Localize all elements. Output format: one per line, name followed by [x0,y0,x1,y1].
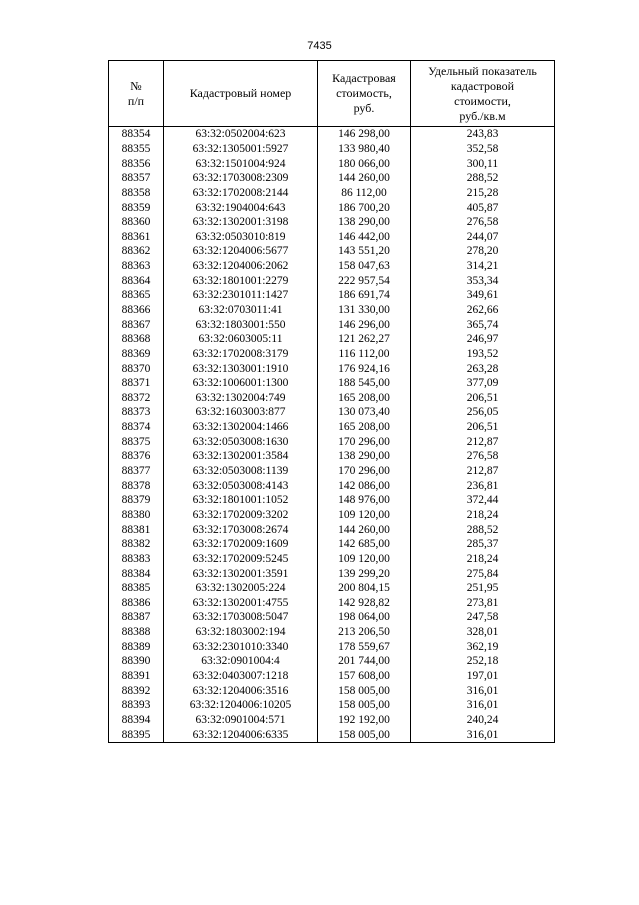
cell-specific-value: 273,81 [411,596,555,611]
cell-row-number: 88385 [109,581,164,596]
cell-row-number: 88391 [109,669,164,684]
cell-cadastral-number: 63:32:1302004:1466 [164,420,318,435]
header-cadastral-value: Кадастровая стоимость, руб. [318,61,411,127]
cell-cadastral-value: 170 296,00 [318,464,411,479]
cell-specific-value: 244,07 [411,229,555,244]
cell-specific-value: 263,28 [411,361,555,376]
cell-row-number: 88381 [109,522,164,537]
cell-cadastral-value: 165 208,00 [318,391,411,406]
table-header-row [109,61,555,127]
cell-cadastral-value: 158 005,00 [318,683,411,698]
cell-row-number: 88373 [109,405,164,420]
cell-cadastral-number: 63:32:1302001:4755 [164,596,318,611]
cell-row-number: 88367 [109,317,164,332]
cell-cadastral-value: 222 957,54 [318,273,411,288]
cell-cadastral-number: 63:32:1703008:5047 [164,610,318,625]
cell-row-number: 88366 [109,303,164,318]
cell-specific-value: 349,61 [411,288,555,303]
cell-row-number: 88394 [109,713,164,728]
cell-cadastral-number: 63:32:1703008:2309 [164,171,318,186]
table-row [109,171,555,186]
cell-cadastral-number: 63:32:1603003:877 [164,405,318,420]
cell-cadastral-value: 213 206,50 [318,625,411,640]
table-row [109,288,555,303]
table-row [109,244,555,259]
cell-cadastral-value: 109 120,00 [318,552,411,567]
cell-cadastral-value: 138 290,00 [318,215,411,230]
table-row [109,200,555,215]
table-row [109,683,555,698]
table-row [109,317,555,332]
cell-specific-value: 365,74 [411,317,555,332]
cell-row-number: 88380 [109,508,164,523]
cell-row-number: 88360 [109,215,164,230]
cell-cadastral-value: 170 296,00 [318,434,411,449]
cell-cadastral-value: 142 928,82 [318,596,411,611]
cell-cadastral-number: 63:32:1305001:5927 [164,142,318,157]
cell-row-number: 88377 [109,464,164,479]
table-row [109,493,555,508]
cell-cadastral-number: 63:32:1702008:2144 [164,186,318,201]
cell-row-number: 88378 [109,478,164,493]
cell-cadastral-number: 63:32:1006001:1300 [164,376,318,391]
cell-cadastral-value: 146 296,00 [318,317,411,332]
table-row [109,229,555,244]
cell-specific-value: 206,51 [411,420,555,435]
cell-cadastral-value: 201 744,00 [318,654,411,669]
cell-specific-value: 275,84 [411,566,555,581]
cell-row-number: 88388 [109,625,164,640]
table-row [109,537,555,552]
cell-cadastral-value: 139 299,20 [318,566,411,581]
cell-cadastral-value: 158 005,00 [318,727,411,742]
cell-cadastral-number: 63:32:1302004:749 [164,391,318,406]
cell-cadastral-value: 192 192,00 [318,713,411,728]
cell-specific-value: 314,21 [411,259,555,274]
cell-specific-value: 352,58 [411,142,555,157]
cell-specific-value: 256,05 [411,405,555,420]
cell-cadastral-value: 133 980,40 [318,142,411,157]
cell-cadastral-value: 178 559,67 [318,639,411,654]
table-row [109,713,555,728]
cell-cadastral-number: 63:32:2301010:3340 [164,639,318,654]
cell-specific-value: 240,24 [411,713,555,728]
cell-cadastral-number: 63:32:1204006:6335 [164,727,318,742]
cell-cadastral-number: 63:32:1302005:224 [164,581,318,596]
cell-row-number: 88358 [109,186,164,201]
cell-row-number: 88392 [109,683,164,698]
cell-cadastral-value: 86 112,00 [318,186,411,201]
table-row [109,464,555,479]
cell-cadastral-value: 144 260,00 [318,522,411,537]
cell-cadastral-value: 146 298,00 [318,127,411,142]
cell-specific-value: 405,87 [411,200,555,215]
cell-cadastral-number: 63:32:1803001:550 [164,317,318,332]
table-row [109,434,555,449]
cell-specific-value: 353,34 [411,273,555,288]
cell-specific-value: 372,44 [411,493,555,508]
table-row [109,508,555,523]
cadastral-table [108,60,555,743]
cell-cadastral-number: 63:32:2301011:1427 [164,288,318,303]
cell-cadastral-value: 188 545,00 [318,376,411,391]
table-row [109,127,555,142]
table-row [109,332,555,347]
cell-row-number: 88362 [109,244,164,259]
cell-specific-value: 300,11 [411,156,555,171]
table-row [109,376,555,391]
cell-row-number: 88395 [109,727,164,742]
cell-specific-value: 288,52 [411,171,555,186]
cell-cadastral-number: 63:32:1204006:2062 [164,259,318,274]
cell-cadastral-value: 143 551,20 [318,244,411,259]
cell-row-number: 88393 [109,698,164,713]
cell-cadastral-value: 186 691,74 [318,288,411,303]
table-row [109,639,555,654]
cell-cadastral-value: 131 330,00 [318,303,411,318]
cell-cadastral-number: 63:32:1204006:5677 [164,244,318,259]
cell-cadastral-number: 63:32:0603005:11 [164,332,318,347]
cell-cadastral-number: 63:32:0503008:1139 [164,464,318,479]
cell-row-number: 88361 [109,229,164,244]
cell-cadastral-number: 63:32:1904004:643 [164,200,318,215]
cell-cadastral-value: 180 066,00 [318,156,411,171]
table-row [109,478,555,493]
cell-row-number: 88354 [109,127,164,142]
cell-cadastral-value: 142 685,00 [318,537,411,552]
table-row [109,449,555,464]
cell-row-number: 88359 [109,200,164,215]
table-row [109,273,555,288]
cell-cadastral-number: 63:32:0503010:819 [164,229,318,244]
cell-cadastral-number: 63:32:1204006:3516 [164,683,318,698]
cell-cadastral-number: 63:32:1302001:3198 [164,215,318,230]
cell-cadastral-value: 148 976,00 [318,493,411,508]
table-body [109,127,555,743]
page-number: 7435 [307,40,332,52]
cell-specific-value: 193,52 [411,347,555,362]
table-row [109,361,555,376]
table-row [109,610,555,625]
cell-row-number: 88357 [109,171,164,186]
cell-cadastral-value: 109 120,00 [318,508,411,523]
table-row [109,669,555,684]
cell-cadastral-number: 63:32:0403007:1218 [164,669,318,684]
cell-cadastral-number: 63:32:0503008:1630 [164,434,318,449]
cell-row-number: 88386 [109,596,164,611]
cell-cadastral-number: 63:32:1303001:1910 [164,361,318,376]
cell-specific-value: 362,19 [411,639,555,654]
cell-row-number: 88355 [109,142,164,157]
cell-specific-value: 247,58 [411,610,555,625]
cell-cadastral-number: 63:32:0901004:4 [164,654,318,669]
table-row [109,625,555,640]
cell-row-number: 88365 [109,288,164,303]
cell-cadastral-number: 63:32:1702008:3179 [164,347,318,362]
cell-specific-value: 212,87 [411,434,555,449]
cell-cadastral-value: 198 064,00 [318,610,411,625]
cell-row-number: 88356 [109,156,164,171]
cell-cadastral-number: 63:32:1501004:924 [164,156,318,171]
cell-specific-value: 276,58 [411,449,555,464]
table-row [109,405,555,420]
table-row [109,259,555,274]
cell-specific-value: 377,09 [411,376,555,391]
cell-specific-value: 236,81 [411,478,555,493]
cell-row-number: 88370 [109,361,164,376]
cell-row-number: 88368 [109,332,164,347]
header-row-number: № п/п [109,61,164,127]
cell-row-number: 88372 [109,391,164,406]
cell-row-number: 88369 [109,347,164,362]
cell-cadastral-value: 165 208,00 [318,420,411,435]
cell-cadastral-value: 158 047,63 [318,259,411,274]
cell-row-number: 88384 [109,566,164,581]
cell-cadastral-value: 142 086,00 [318,478,411,493]
cell-specific-value: 251,95 [411,581,555,596]
cell-cadastral-value: 157 608,00 [318,669,411,684]
table-row [109,303,555,318]
cell-cadastral-value: 116 112,00 [318,347,411,362]
cell-cadastral-number: 63:32:1801001:1052 [164,493,318,508]
table-row [109,654,555,669]
cell-row-number: 88389 [109,639,164,654]
cell-cadastral-value: 176 924,16 [318,361,411,376]
cell-cadastral-number: 63:32:1702009:1609 [164,537,318,552]
cell-cadastral-value: 121 262,27 [318,332,411,347]
cell-cadastral-number: 63:32:1204006:10205 [164,698,318,713]
cell-specific-value: 285,37 [411,537,555,552]
cell-specific-value: 197,01 [411,669,555,684]
cell-specific-value: 316,01 [411,698,555,713]
cell-cadastral-number: 63:32:1702009:5245 [164,552,318,567]
cell-cadastral-value: 130 073,40 [318,405,411,420]
cell-row-number: 88390 [109,654,164,669]
cell-row-number: 88374 [109,420,164,435]
table-row [109,391,555,406]
cell-specific-value: 316,01 [411,727,555,742]
table-row [109,420,555,435]
table-row [109,698,555,713]
cell-cadastral-value: 186 700,20 [318,200,411,215]
table-row [109,596,555,611]
cell-specific-value: 206,51 [411,391,555,406]
cell-cadastral-number: 63:32:0703011:41 [164,303,318,318]
table-row [109,142,555,157]
table-row [109,522,555,537]
cell-cadastral-number: 63:32:0503008:4143 [164,478,318,493]
table-row [109,552,555,567]
table-row [109,727,555,742]
cell-cadastral-number: 63:32:1702009:3202 [164,508,318,523]
cell-cadastral-number: 63:32:1703008:2674 [164,522,318,537]
cell-cadastral-number: 63:32:1801001:2279 [164,273,318,288]
cell-specific-value: 316,01 [411,683,555,698]
cell-cadastral-number: 63:32:0502004:623 [164,127,318,142]
table-row [109,215,555,230]
table-row [109,156,555,171]
cell-cadastral-number: 63:32:1302001:3591 [164,566,318,581]
cell-specific-value: 243,83 [411,127,555,142]
cell-row-number: 88364 [109,273,164,288]
cell-specific-value: 215,28 [411,186,555,201]
cell-cadastral-value: 146 442,00 [318,229,411,244]
cell-specific-value: 218,24 [411,508,555,523]
header-cadastral-number: Кадастровый номер [164,61,318,127]
cell-specific-value: 252,18 [411,654,555,669]
cell-row-number: 88383 [109,552,164,567]
cell-cadastral-number: 63:32:1803002:194 [164,625,318,640]
cell-cadastral-number: 63:32:1302001:3584 [164,449,318,464]
cell-specific-value: 246,97 [411,332,555,347]
cell-row-number: 88379 [109,493,164,508]
cell-cadastral-value: 158 005,00 [318,698,411,713]
cell-row-number: 88363 [109,259,164,274]
table-row [109,186,555,201]
cell-row-number: 88371 [109,376,164,391]
cell-specific-value: 278,20 [411,244,555,259]
cell-specific-value: 276,58 [411,215,555,230]
cell-cadastral-value: 144 260,00 [318,171,411,186]
table-row [109,566,555,581]
cell-cadastral-value: 200 804,15 [318,581,411,596]
cell-specific-value: 328,01 [411,625,555,640]
cell-row-number: 88376 [109,449,164,464]
cell-specific-value: 288,52 [411,522,555,537]
cell-specific-value: 212,87 [411,464,555,479]
cell-cadastral-value: 138 290,00 [318,449,411,464]
cell-specific-value: 218,24 [411,552,555,567]
cell-cadastral-number: 63:32:0901004:571 [164,713,318,728]
cell-row-number: 88387 [109,610,164,625]
header-specific-value: Удельный показатель кадастровой стоимости, руб./кв.м [411,61,555,127]
table-row [109,347,555,362]
cell-row-number: 88375 [109,434,164,449]
cell-row-number: 88382 [109,537,164,552]
cell-specific-value: 262,66 [411,303,555,318]
table-row [109,581,555,596]
